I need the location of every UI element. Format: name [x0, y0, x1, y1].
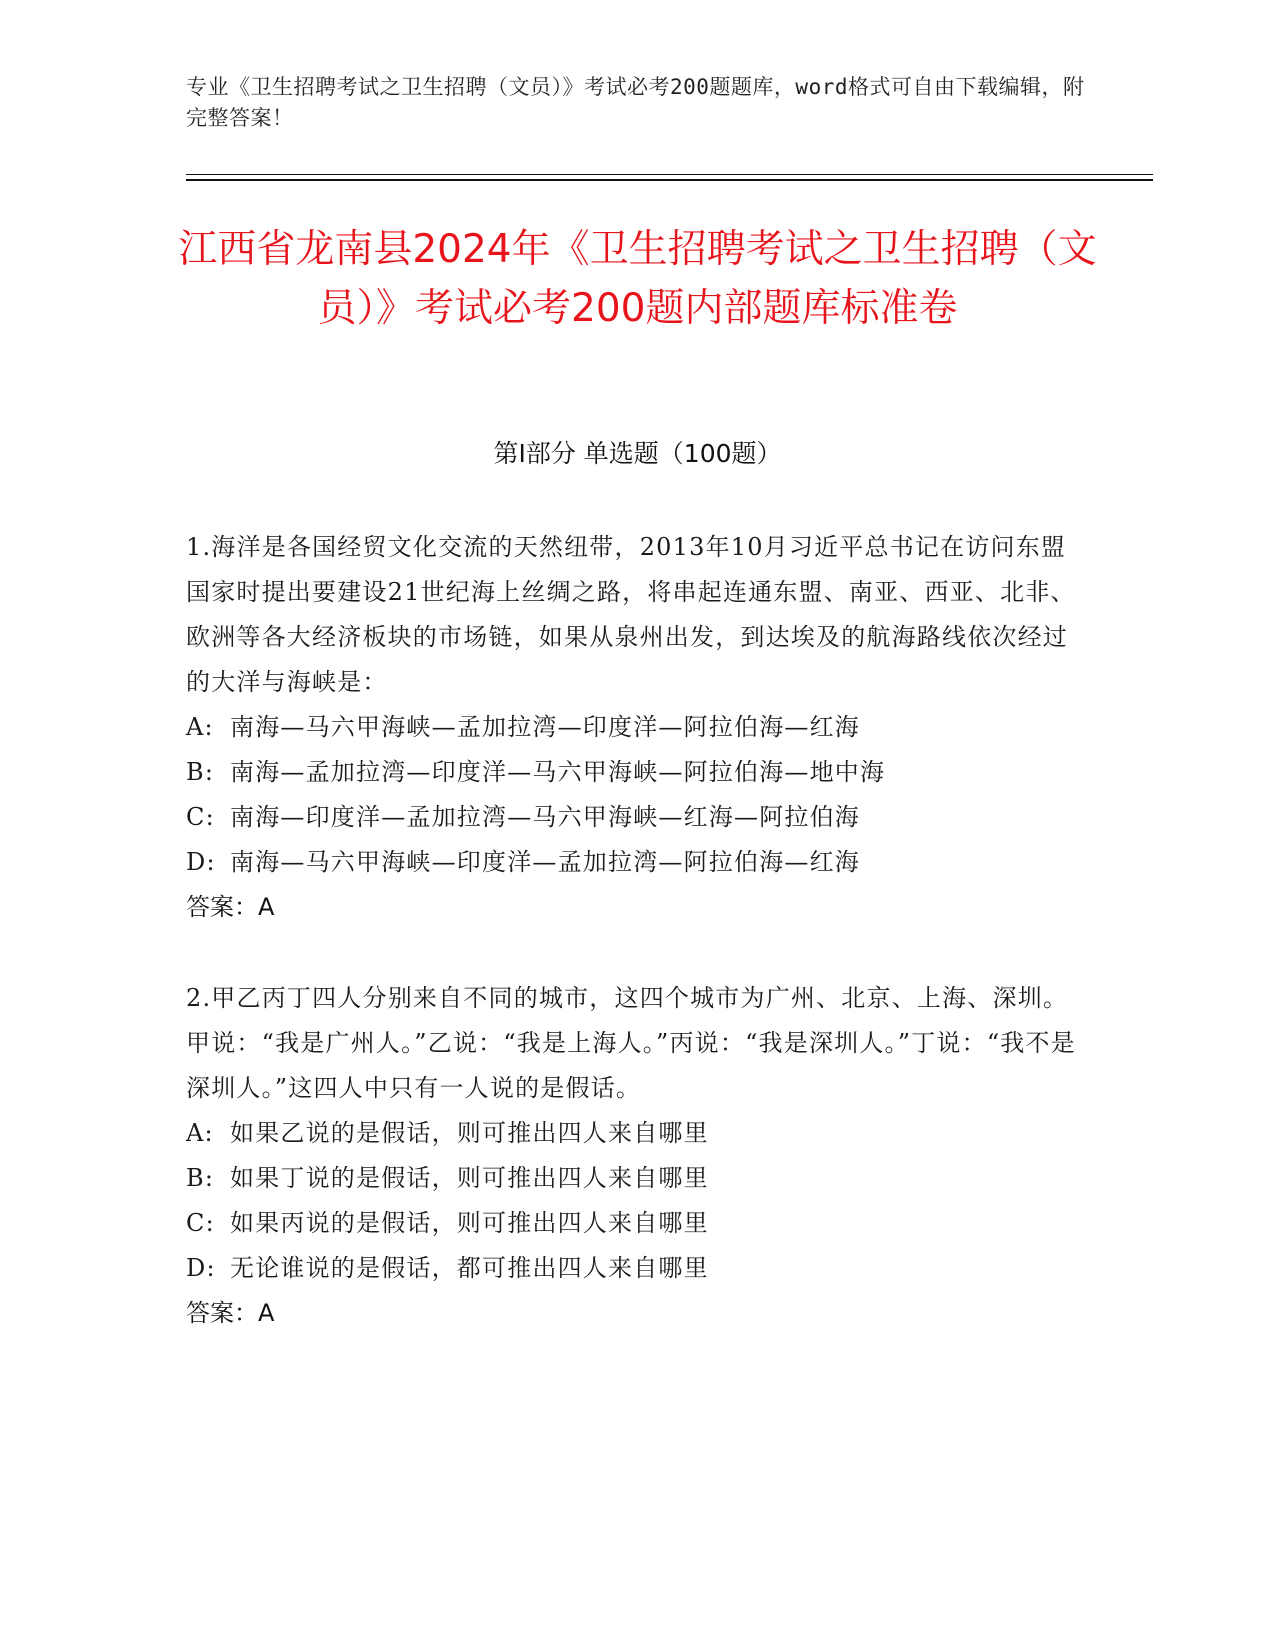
- option-letter: B:: [186, 1164, 215, 1192]
- option-letter: D:: [186, 848, 216, 876]
- option-letter: A:: [186, 713, 214, 741]
- answer-line: 答案：A: [186, 1299, 275, 1327]
- question-stem: 2.甲乙丙丁四人分别来自不同的城市，这四个城市为广州、北京、上海、深圳。甲说：“我是广州人。”乙说：“我是上海人。”丙说：“我是深圳人。”丁说：“我不是深圳人。”这四人中只有一人说的是假话。: [186, 984, 1076, 1102]
- option-text: 如果丁说的是假话，则可推出四人来自哪里: [230, 1164, 709, 1192]
- option-letter: C:: [186, 1209, 215, 1237]
- option-a: [186, 705, 1076, 750]
- option-text: 南海—印度洋—孟加拉湾—马六甲海峡—红海—阿拉伯海: [230, 803, 860, 831]
- header-note: 专业《卫生招聘考试之卫生招聘（文员）》考试必考200题题库，word格式可自由下载编辑，附完整答案！: [186, 75, 1085, 130]
- answer-line: 答案：A: [186, 893, 275, 921]
- option-text: 南海—孟加拉湾—印度洋—马六甲海峡—阿拉伯海—地中海: [230, 758, 886, 786]
- question-list: [186, 525, 1076, 1382]
- document-title: 江西省龙南县2024年《卫生招聘考试之卫生招聘（文员）》考试必考200题内部题库标准卷: [178, 227, 1097, 331]
- option-text: 如果丙说的是假话，则可推出四人来自哪里: [230, 1209, 709, 1237]
- header-divider-thin: [186, 174, 1153, 175]
- option-d: [186, 840, 1076, 885]
- option-letter: C:: [186, 803, 215, 831]
- option-text: 无论谁说的是假话，都可推出四人来自哪里: [230, 1254, 709, 1282]
- option-letter: A:: [186, 1119, 214, 1147]
- option-text: 南海—马六甲海峡—印度洋—孟加拉湾—阿拉伯海—红海: [230, 848, 860, 876]
- option-d: [186, 1246, 1076, 1291]
- option-letter: B:: [186, 758, 215, 786]
- option-text: 南海—马六甲海峡—孟加拉湾—印度洋—阿拉伯海—红海: [230, 713, 860, 741]
- option-c: [186, 1201, 1076, 1246]
- section-heading: 第I部分 单选题（100题）: [493, 439, 782, 468]
- option-letter: D:: [186, 1254, 216, 1282]
- question-2: [186, 976, 1076, 1336]
- option-b: [186, 750, 1076, 795]
- question-1: [186, 525, 1076, 930]
- option-text: 如果乙说的是假话，则可推出四人来自哪里: [230, 1119, 709, 1147]
- option-a: [186, 1111, 1076, 1156]
- header-divider-thick: [186, 179, 1153, 181]
- option-c: [186, 795, 1076, 840]
- question-stem: 1.海洋是各国经贸文化交流的天然纽带，2013年10月习近平总书记在访问东盟国家时提出要建设21世纪海上丝绸之路，将串起连通东盟、南亚、西亚、北非、欧洲等各大经济板块的市场链，如果从泉州出发，到达埃及的航海路线依次经过的大洋与海峡是：: [186, 533, 1076, 696]
- option-b: [186, 1156, 1076, 1201]
